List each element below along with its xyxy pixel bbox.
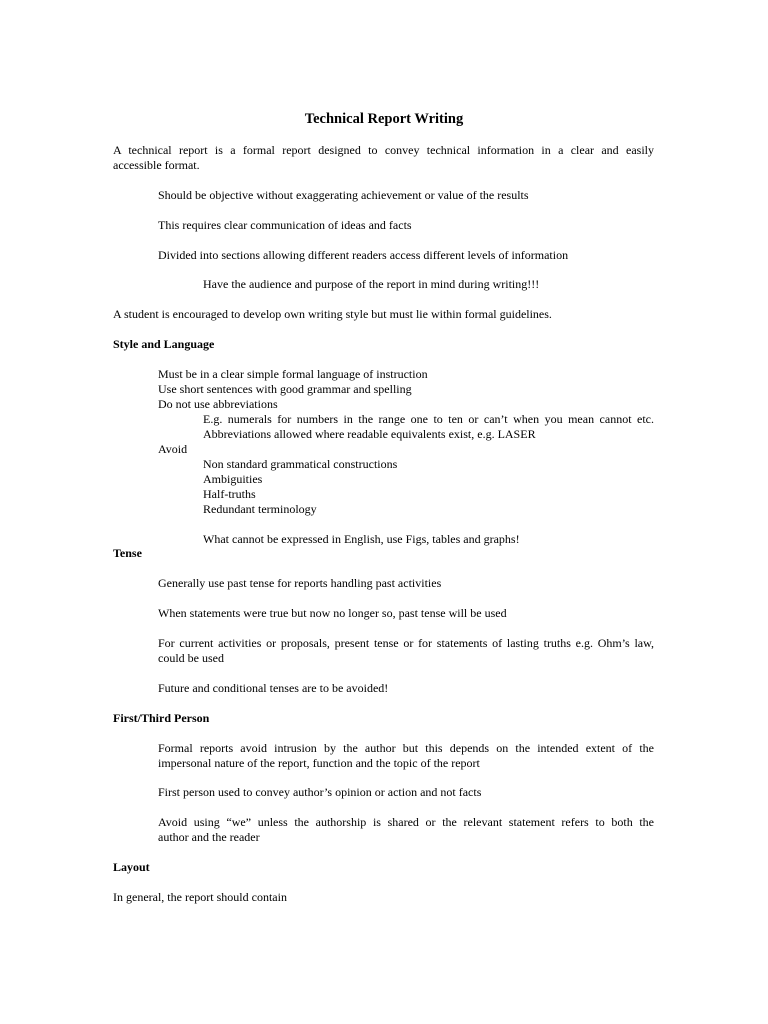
tense-present-line-2: could be used	[158, 651, 224, 665]
page-title: Technical Report Writing	[304, 111, 464, 127]
avoid-label: Avoid	[158, 442, 188, 456]
abbreviation-example-numerals: E.g. numerals for numbers in the range one to ten or can’t when you mean cannot etc.	[203, 412, 654, 426]
person-p3-line-1: Avoid using “we” unless the authorship is shared or the relevant statement refers to both the	[158, 815, 654, 829]
person-p3-line-2: author and the reader	[158, 830, 260, 844]
tense-present-paragraph	[158, 636, 654, 666]
tense-future: Future and conditional tenses are to be avoided!	[158, 681, 389, 695]
layout-intro: In general, the report should contain	[113, 890, 287, 904]
style-line-short-sentences: Use short sentences with good grammar and spelling	[158, 382, 412, 396]
point-objective: Should be objective without exaggerating achievement or value of the results	[158, 188, 529, 202]
tense-present-line-1: For current activities or proposals, present tense or for statements of lasting truths e.g. Ohm’s law,	[158, 636, 654, 650]
intro-line-2: accessible format.	[113, 158, 200, 172]
figures-note: What cannot be expressed in English, use Figs, tables and graphs!	[203, 532, 520, 546]
abbreviation-example-block	[203, 412, 654, 427]
student-note: A student is encouraged to develop own writing style but must lie within formal guidelines.	[113, 307, 552, 321]
person-p1-line-1: Formal reports avoid intrusion by the author but this depends on the intended extent of the	[158, 741, 654, 755]
point-communication: This requires clear communication of ideas and facts	[158, 218, 412, 232]
abbreviation-example-laser: Abbreviations allowed where readable equivalents exist, e.g. LASER	[203, 427, 536, 441]
point-sections: Divided into sections allowing different readers access different levels of information	[158, 248, 569, 262]
avoid-item-grammar: Non standard grammatical constructions	[203, 457, 398, 471]
heading-style-language: Style and Language	[113, 337, 215, 351]
heading-first-third-person: First/Third Person	[113, 711, 210, 725]
person-paragraph-3	[158, 815, 654, 845]
audience-note: Have the audience and purpose of the report in mind during writing!!!	[203, 277, 540, 291]
style-line-formal: Must be in a clear simple formal language of instruction	[158, 367, 428, 381]
person-paragraph-1	[158, 741, 654, 771]
tense-past: Generally use past tense for reports handling past activities	[158, 576, 442, 590]
intro-paragraph	[113, 143, 654, 173]
avoid-item-redundant: Redundant terminology	[203, 502, 317, 516]
avoid-item-half-truths: Half-truths	[203, 487, 256, 501]
intro-line-1: A technical report is a formal report designed to convey technical information in a clear and easily	[113, 143, 654, 157]
avoid-item-ambiguities: Ambiguities	[203, 472, 263, 486]
heading-layout: Layout	[113, 860, 150, 874]
style-line-no-abbreviations: Do not use abbreviations	[158, 397, 278, 411]
person-p1-line-2: impersonal nature of the report, function and the topic of the report	[158, 756, 480, 770]
person-first-person: First person used to convey author’s opinion or action and not facts	[158, 785, 482, 799]
tense-no-longer-true: When statements were true but now no longer so, past tense will be used	[158, 606, 507, 620]
heading-tense: Tense	[113, 546, 142, 560]
